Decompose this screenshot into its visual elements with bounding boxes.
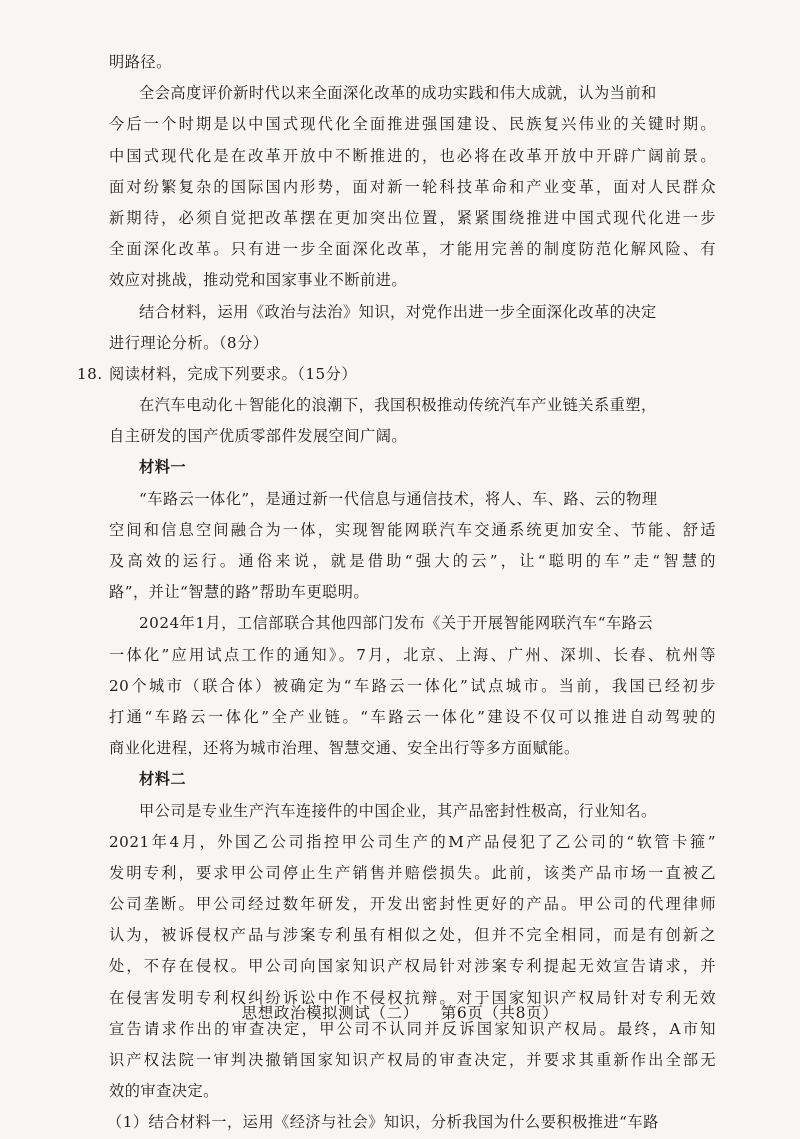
paragraph-line: 发明专利，要求甲公司停止生产销售并赔偿损失。此前，该类产品市场一直被乙	[109, 863, 716, 882]
paragraph-first-line: 结合材料，运用《政治与法治》知识，对党作出进一步全面深化改革的决定	[139, 302, 657, 321]
paragraph-last-line: 路”，并让“智慧的路”帮助车更聪明。	[109, 583, 370, 602]
paragraph-line: 宣告请求作出的审查决定，甲公司不认同并反诉国家知识产权局。最终，A市知	[109, 1019, 716, 1038]
paragraph-last-line: 进行理论分析。（8分）	[109, 333, 269, 352]
paragraph-line: 空间和信息空间融合为一体，实现智能网联汽车交通系统更加安全、节能、舒适	[109, 520, 716, 539]
paragraph-line: 面对纷繁复杂的国际国内形势，面对新一轮科技革命和产业变革，面对人民群众	[109, 177, 716, 196]
paragraph-first-line: “车路云一体化”，是通过新一代信息与通信技术，将人、车、路、云的物理	[139, 489, 658, 508]
paragraph-line: 在侵害发明专利权纠纷诉讼中作不侵权抗辩。对于国家知识产权局针对专利无效	[109, 988, 716, 1007]
paragraph-last-line: 明路径。	[109, 53, 172, 71]
paragraph-line: 及高效的运行。通俗来说，就是借助“强大的云”，让“聪明的车”走“智慧的	[109, 552, 716, 570]
question-number: 18.	[77, 364, 103, 383]
material-heading: 材料二	[139, 770, 187, 789]
paragraph-line: 处，不存在侵权。甲公司向国家知识产权局针对涉案专利提起无效宣告请求，并	[109, 957, 716, 976]
question-text: 阅读材料，完成下列要求。（15分）	[109, 364, 358, 383]
paragraph-last-line: 商业化进程，还将为城市治理、智慧交通、安全出行等多方面赋能。	[109, 739, 580, 758]
paragraph-last-line: 自主研发的国产优质零部件发展空间广阔。	[109, 427, 408, 446]
paragraph-last-line: 效应对挑战，推动党和国家事业不断前进。	[109, 271, 408, 290]
paragraph-first-line: 全会高度评价新时代以来全面深化改革的成功实践和伟大成就，认为当前和	[139, 84, 657, 103]
paragraph-line: 新期待，必须自觉把改革摆在更加突出位置，紧紧围绕推进中国式现代化进一步	[109, 208, 716, 227]
footer-page-info: 第6页（共8页）	[440, 1004, 559, 1022]
subquestion-line: （1）结合材料一，运用《经济与社会》知识，分析我国为什么要积极推进“车路	[107, 1113, 659, 1132]
page-body	[77, 47, 716, 1139]
page-footer	[0, 1002, 800, 1024]
paragraph-line: 2021年4月，外国乙公司指控甲公司生产的M产品侵犯了乙公司的“软管卡箍”	[109, 832, 716, 851]
paragraph-line: 20个城市（联合体）被确定为“车路云一体化”试点城市。当前，我国已经初步	[109, 676, 716, 695]
paragraph-line: 识产权法院一审判决撤销国家知识产权局的审查决定，并要求其重新作出全部无	[109, 1051, 716, 1069]
paragraph-line: 今后一个时期是以中国式现代化全面推进强国建设、民族复兴伟业的关键时期。	[109, 115, 716, 134]
paragraph-line: 一体化”应用试点工作的通知》。7月，北京、上海、广州、深圳、长春、杭州等	[109, 645, 716, 664]
paragraph-line: 全面深化改革。只有进一步全面深化改革，才能用完善的制度防范化解风险、有	[109, 240, 716, 259]
paragraph-line: 认为，被诉侵权产品与涉案专利虽有相似之处，但并不完全相同，而是有创新之	[109, 926, 716, 945]
paragraph-first-line: 甲公司是专业生产汽车连接件的中国企业，其产品密封性极高，行业知名。	[139, 801, 657, 820]
paragraph-first-line: 2024年1月，工信部联合其他四部门发布《关于开展智能网联汽车“车路云	[139, 614, 654, 633]
paragraph-first-line: 在汽车电动化＋智能化的浪潮下，我国积极推动传统汽车产业链关系重塑，	[139, 396, 657, 415]
material-heading: 材料一	[139, 458, 187, 477]
paragraph-last-line: 效的审查决定。	[109, 1082, 219, 1101]
question-line	[77, 359, 716, 390]
paragraph-line: 公司垄断。甲公司经过数年研发，开发出密封性更好的产品。甲公司的代理律师	[109, 895, 716, 914]
paragraph-line: 中国式现代化是在改革开放中不断推进的，也必将在改革开放中开辟广阔前景。	[109, 146, 716, 165]
footer-title: 思想政治模拟测试（二）	[241, 1004, 419, 1022]
paragraph-line: 打通“车路云一体化”全产业链。“车路云一体化”建设不仅可以推进自动驾驶的	[109, 707, 716, 726]
